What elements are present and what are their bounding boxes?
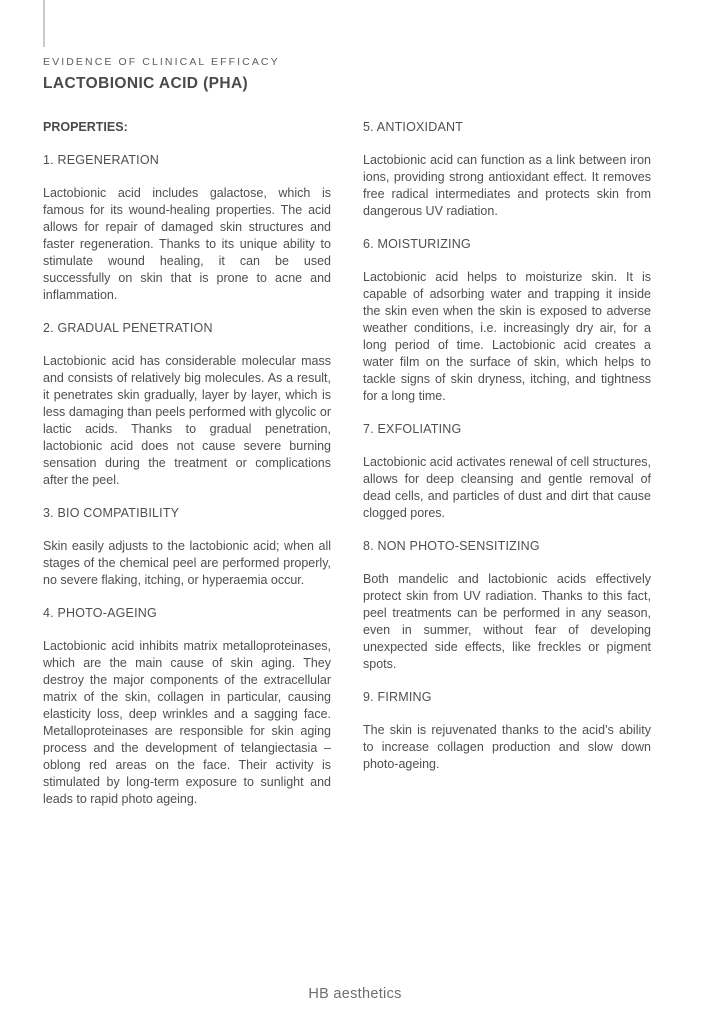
section-non-photo-sensitizing <box>363 538 651 673</box>
document-header <box>43 56 280 93</box>
section-moisturizing <box>363 236 651 405</box>
section-photo-ageing <box>43 605 331 808</box>
section-regeneration <box>43 152 331 304</box>
section-heading: 5. ANTIOXIDANT <box>363 120 464 134</box>
section-body: Lactobionic acid activates renewal of cell structures, allows for deep cleansing and gentle removal of dead cells, and particles of dust and dirt that cause clogged pores. <box>363 455 651 520</box>
section-body: Skin easily adjusts to the lactobionic acid; when all stages of the chemical peel are performed properly, no severe flaking, itching, or hyperaemia occur. <box>43 539 331 587</box>
corner-rule <box>43 0 45 47</box>
section-antioxidant <box>363 119 651 220</box>
section-heading: 8. NON PHOTO-SENSITIZING <box>363 539 540 553</box>
section-heading: 4. PHOTO-AGEING <box>43 606 157 620</box>
right-column <box>363 119 651 824</box>
section-bio-compatibility <box>43 505 331 589</box>
section-body: Lactobionic acid includes galactose, which is famous for its wound-healing properties. The acid allows for repair of damaged skin structures and faster regeneration. Thanks to its unique ability to stimulate wound healing, it can be used successfully on skin that is prone to acne and inflammation. <box>43 186 331 302</box>
section-body: Both mandelic and lactobionic acids effectively protect skin from UV radiation. Thanks to this fact, peel treatments can be performed in any season, even in summer, without fear of developing unexpected side effects, like freckles or pigment spots. <box>363 572 651 671</box>
section-heading: 9. FIRMING <box>363 690 432 704</box>
section-firming <box>363 689 651 773</box>
section-heading: 7. EXFOLIATING <box>363 422 462 436</box>
section-gradual-penetration <box>43 320 331 489</box>
section-exfoliating <box>363 421 651 522</box>
page-title: LACTOBIONIC ACID (PHA) <box>43 75 249 92</box>
section-heading: 3. BIO COMPATIBILITY <box>43 506 180 520</box>
section-body: Lactobionic acid has considerable molecular mass and consists of relatively big molecules. As a result, it penetrates skin gradually, layer by layer, which is less damaging than peels performed with glycolic or lactic acids. Thanks to gradual penetration, lactobionic acid does not cause severe burning sensation during the treatment or complications after the peel. <box>43 354 331 487</box>
document-eyebrow: EVIDENCE OF CLINICAL EFFICACY <box>43 56 280 68</box>
section-heading: 1. REGENERATION <box>43 153 159 167</box>
section-body: Lactobionic acid can function as a link between iron ions, providing strong antioxidant effect. It removes free radical intermediates and protects skin from dangerous UV radiation. <box>363 153 651 218</box>
section-heading: 2. GRADUAL PENETRATION <box>43 321 213 335</box>
page-footer: HB aesthetics <box>308 986 402 1002</box>
section-heading: 6. MOISTURIZING <box>363 237 471 251</box>
section-body: Lactobionic acid helps to moisturize skin. It is capable of adsorbing water and trapping it inside the skin even when the skin is exposed to adverse weather conditions, i.e. increasingly dry air, for a long period of time. Lactobionic acid creates a water film on the surface of skin, which helps to tackle signs of skin dryness, itching, and tightness for a long time. <box>363 270 651 403</box>
content-columns <box>43 119 651 824</box>
properties-label: PROPERTIES: <box>43 120 128 134</box>
section-body: Lactobionic acid inhibits matrix metalloproteinases, which are the main cause of skin aging. They destroy the major components of the extracellular matrix of the skin, collagen in particular, causing elasticity loss, deep wrinkles and a sagging face. Metalloproteinases are responsible for skin aging process and the development of telangiectasia – oblong red areas on the face. Their activity is stimulated by long-term exposure to sunlight and leads to rapid photo ageing. <box>43 639 331 806</box>
section-body: The skin is rejuvenated thanks to the acid’s ability to increase collagen production and slow down photo-ageing. <box>363 723 651 771</box>
left-column <box>43 119 331 824</box>
